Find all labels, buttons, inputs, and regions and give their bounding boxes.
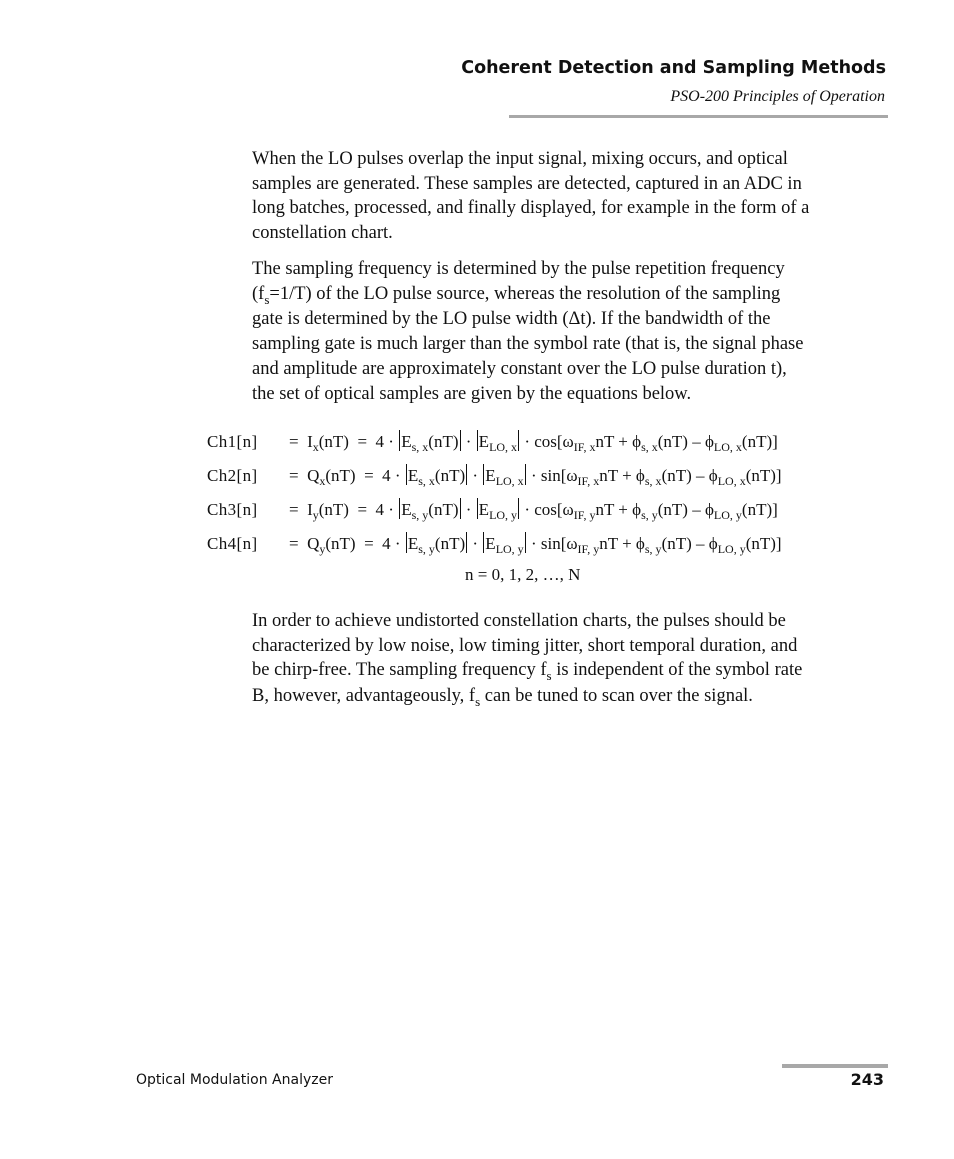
equation-ch2n: $Ch2[n] = Q_x(nT) = 4 \cdot E_{s, x}(nT) \cdot E_{LO, x} \cdot \sin[\omega_{IF, x}nT + \phi_{s, x}(nT) - \phi_{LO, x}(nT)]$ <box>207 466 782 488</box>
equation-subscript: IF, y <box>573 508 596 522</box>
equation-subscript: s, x <box>644 474 662 488</box>
absolute-value-bar <box>460 498 461 519</box>
text-line <box>252 282 892 308</box>
absolute-value-bar <box>525 532 526 553</box>
text-line: When the LO pulses overlap the input signal, mixing occurs, and optical <box>252 149 788 169</box>
equation-subscript: LO, y <box>717 542 746 556</box>
absolute-value-bar <box>518 430 519 451</box>
text-line: the set of optical samples are given by the equations below. <box>252 383 692 404</box>
equation-ch1n: $Ch1[n] = I_x(nT) = 4 \cdot E_{s, x}(nT) \cdot E_{LO, x} \cdot \cos[\omega_{IF, x}nT + \phi_{s, x}(nT) - \phi_{LO, x}(nT)]$ <box>207 432 778 454</box>
text-line: constellation chart. <box>252 223 393 244</box>
absolute-value-bar <box>466 532 467 553</box>
subscript: s <box>475 694 481 710</box>
absolute-value-bar <box>483 532 484 553</box>
equation-subscript: IF, y <box>577 542 600 556</box>
equation-subscript: LO, y <box>495 542 524 556</box>
footer-document-name: Optical Modulation Analyzer <box>136 1072 333 1088</box>
running-header-subtitle: PSO-200 Principles of Operation <box>670 88 885 105</box>
text-fragment: is independent of the symbol rate <box>551 660 803 681</box>
absolute-value-bar <box>525 464 526 485</box>
absolute-value-bar <box>399 430 400 451</box>
absolute-value-bar <box>477 498 478 519</box>
absolute-value-bar <box>406 464 407 485</box>
text-fragment: be chirp-free. The sampling frequency f <box>252 660 547 681</box>
equation-subscript: LO, x <box>713 440 742 454</box>
equation-subscript: s, y <box>418 542 435 556</box>
text-fragment: =1/T) of the LO pulse source, whereas the resolution of the sampling <box>269 283 781 304</box>
text-fragment: (f <box>252 283 265 304</box>
text-line: The sampling frequency is determined by the pulse repetition frequency <box>252 259 785 279</box>
equation-subscript: x <box>319 474 326 488</box>
text-line: gate is determined by the LO pulse width (Δt). If the bandwidth of the <box>252 309 771 330</box>
absolute-value-bar <box>406 532 407 553</box>
paragraph-constellation <box>252 609 892 710</box>
paragraph-sampling-frequency <box>252 257 892 406</box>
equation-subscript: s, y <box>641 508 658 522</box>
absolute-value-bar <box>460 430 461 451</box>
absolute-value-bar <box>477 430 478 451</box>
equation-subscript: LO, x <box>495 474 524 488</box>
page-number: 243 <box>850 1070 884 1089</box>
equation-subscript: s, x <box>411 440 429 454</box>
text-fragment: B, however, advantageously, f <box>252 686 476 707</box>
equation-subscript: s, y <box>411 508 429 522</box>
absolute-value-bar <box>518 498 519 519</box>
text-fragment: can be tuned to scan over the signal. <box>480 686 753 707</box>
equation-subscript: IF, x <box>573 440 596 454</box>
absolute-value-bar <box>399 498 400 519</box>
equation-subscript: y <box>319 542 326 556</box>
text-line <box>252 658 892 684</box>
equation-lhs: Ch3[n] <box>207 500 258 519</box>
subscript: s <box>546 668 552 684</box>
absolute-value-bar <box>483 464 484 485</box>
header-rule <box>509 115 888 118</box>
equation-subscript: s, x <box>418 474 435 488</box>
equation-lhs: Ch2[n] <box>207 466 258 485</box>
equation-subscript: x <box>312 440 319 454</box>
equation-ch4n: $Ch4[n] = Q_y(nT) = 4 \cdot E_{s, y}(nT) \cdot E_{LO, y} \cdot \sin[\omega_{IF, y}nT + \phi_{s, y}(nT) - \phi_{LO, y}(nT)]$ <box>207 534 782 556</box>
subscript: s <box>264 291 270 307</box>
equation-subscript: LO, y <box>489 508 518 522</box>
equation-index-range: n = 0, 1, 2, …, N <box>465 565 581 584</box>
running-header-title: Coherent Detection and Sampling Methods <box>461 58 886 78</box>
text-line: samples are generated. These samples are detected, captured in an ADC in <box>252 173 802 194</box>
equation-subscript: s, y <box>644 542 662 556</box>
text-line: characterized by low noise, low timing jitter, short temporal duration, and <box>252 635 798 656</box>
absolute-value-bar <box>466 464 467 485</box>
equation-subscript: LO, x <box>489 440 518 454</box>
equation-subscript: IF, x <box>577 474 600 488</box>
equation-lhs: Ch1[n] <box>207 432 258 451</box>
equation-subscript: y <box>312 508 319 522</box>
text-line: In order to achieve undistorted constellation charts, the pulses should be <box>252 611 786 631</box>
text-line: sampling gate is much larger than the symbol rate (that is, the signal phase <box>252 334 804 355</box>
footer-rule <box>782 1064 888 1068</box>
text-line: long batches, processed, and finally displayed, for example in the form of a <box>252 198 810 219</box>
equation-ch3n: $Ch3[n] = I_y(nT) = 4 \cdot E_{s, y}(nT) \cdot E_{LO, y} \cdot \cos[\omega_{IF, y}nT + \phi_{s, y}(nT) - \phi_{LO, y}(nT)]$ <box>207 500 778 522</box>
paragraph-mixing <box>252 147 892 246</box>
text-line <box>252 684 892 710</box>
equation-lhs: Ch4[n] <box>207 534 258 553</box>
equation-subscript: LO, y <box>713 508 742 522</box>
text-line: and amplitude are approximately constant over the LO pulse duration t), <box>252 358 787 379</box>
equation-subscript: LO, x <box>717 474 746 488</box>
equation-subscript: s, x <box>641 440 658 454</box>
